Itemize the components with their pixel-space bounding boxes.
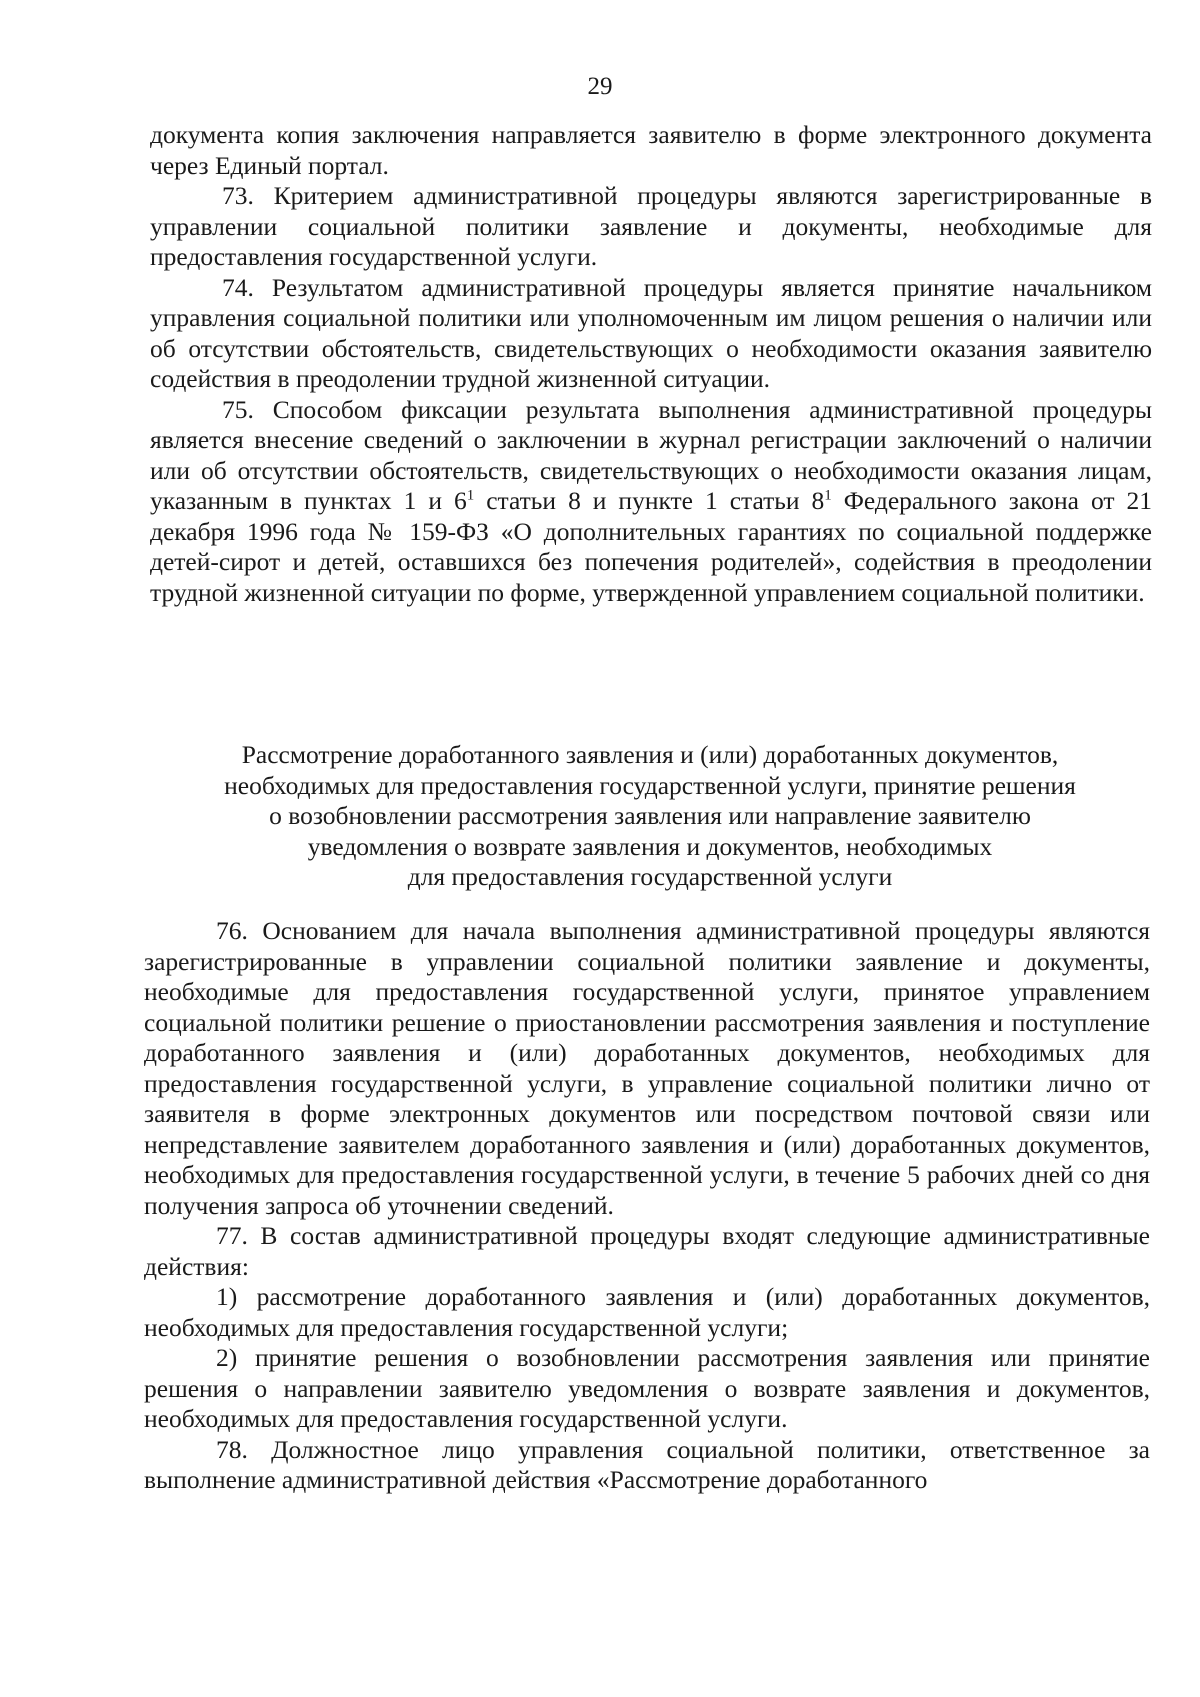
paragraph-75-part-b: статьи 8 и пункте 1 статьи 8 [474,486,825,515]
paragraph-74: 74. Результатом административной процедуры является принятие начальником управления социальной политики или уполномоченным им лицом решения о наличии или об отсутствии обстоятельств, свидетельствующих о необходимости оказания заявителю содействия в преодолении трудной жизненной ситуации. [150,272,1152,393]
paragraph-77: 77. В состав административной процедуры входят следующие административные действия: [144,1221,1150,1281]
heading-line: уведомления о возврате заявления и документов, необходимых [307,831,993,861]
paragraph-75 [150,395,1152,609]
heading-line: Рассмотрение доработанного заявления и (или) доработанных документов, [241,740,1059,769]
paragraph-73: 73. Критерием административной процедуры являются зарегистрированные в управлении социальной политики заявление и документы, необходимые для предоставления государственной услуги. [150,181,1152,271]
heading-line: о возобновлении рассмотрения заявления или направление заявителю [269,801,1031,830]
superscript: 1 [824,487,832,504]
paragraph-75-part-a: 75. Способом фиксации результата выполнения административной процедуры является внесение сведений о заключении в журнал регистрации заключений о наличии или об отсутствии обстоятельств, свидетельствующих о необходимости оказания лицам, указанным в пунктах 1 и 6 [150,394,1152,515]
section-heading [150,740,1150,893]
text-block-top [150,120,1152,608]
paragraph-78: 78. Должностное лицо управления социальной политики, ответственное за выполнение административной действия «Рассмотрение доработанного [144,1434,1150,1494]
text-block-bottom [144,916,1150,1496]
paragraph-continuation: документа копия заключения направляется заявителю в форме электронного документа через Единый портал. [150,120,1152,180]
paragraph-75-part-c: Федерального закона от 21 декабря 1996 года № 159-ФЗ «О дополнительных гарантиях по социальной поддержке детей-сирот и детей, оставшихся без попечения родителей», содействия в преодолении трудной жизненной ситуации по форме, утвержденной управлением социальной политики. [150,486,1153,607]
heading-line: для предоставления государственной услуги [407,862,893,891]
paragraph-77-item-2: 2) принятие решения о возобновлении рассмотрения заявления или принятие решения о направлении заявителю уведомления о возврате заявления и документов, необходимых для предоставления государственной услуги. [144,1343,1150,1433]
heading-line: необходимых для предоставления государственной услуги, принятие решения [224,770,1076,800]
paragraph-77-item-1: 1) рассмотрение доработанного заявления и (или) доработанных документов, необходимых для предоставления государственной услуги; [144,1282,1150,1342]
paragraph-76: 76. Основанием для начала выполнения административной процедуры являются зарегистрированные в управлении социальной политики заявление и документы, необходимые для предоставления государственной услуги, принятое управлением социальной политики решение о приостановлении рассмотрения заявления и поступление доработанного заявления и (или) доработанных документов, необходимых для предоставления государственной услуги, в управление социальной политики лично от заявителя в форме электронных документов или посредством почтовой связи или непредставление заявителем доработанного заявления и (или) доработанных документов, необходимых для предоставления государственной услуги, в течение 5 рабочих дней со дня получения запроса об уточнении сведений. [144,916,1150,1220]
superscript: 1 [466,487,475,504]
page-number: 29 [587,73,613,100]
